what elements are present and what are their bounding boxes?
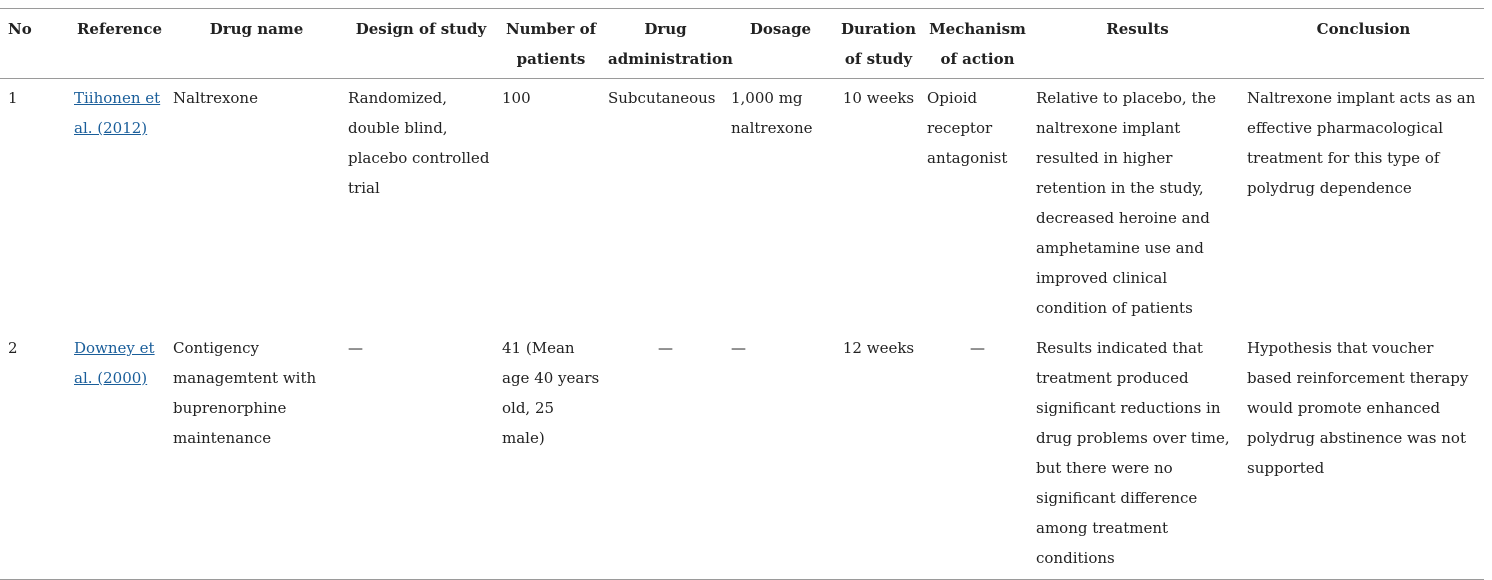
- reference-link[interactable]: Downey et al. (2000): [74, 339, 155, 387]
- cell-no: 2: [8, 339, 18, 357]
- header-admin-line1: Drug: [644, 20, 687, 38]
- header-patients-line1: Number of: [505, 20, 597, 38]
- header-patients-line2: patients: [516, 50, 586, 68]
- table-row: [0, 79, 1484, 330]
- cell-dosage: —: [731, 339, 746, 357]
- cell-conclusion: Naltrexone implant acts as an effective pharmacological treatment for this type of polydrug dependence: [1247, 89, 1476, 197]
- cell-mechanism: Opioid receptor antagonist: [927, 89, 1008, 167]
- reference-link[interactable]: Tiihonen et al. (2012): [74, 89, 161, 137]
- cell-reference: [70, 79, 169, 330]
- header-duration-line1: Duration: [840, 20, 917, 38]
- header-row: [0, 9, 1484, 79]
- header-administration: [604, 9, 733, 79]
- header-no: No: [8, 20, 32, 38]
- header-reference: Reference: [76, 20, 163, 38]
- cell-dosage: 1,000 mg naltrexone: [731, 89, 813, 137]
- cell-conclusion: Hypothesis that voucher based reinforcement therapy would promote enhanced polydrug abstinence was not supported: [1247, 339, 1469, 477]
- cell-results: Results indicated that treatment produced significant reductions in drug problems over time, but there were no significant difference among treatment conditions: [1036, 339, 1230, 567]
- cell-duration: 10 weeks: [842, 89, 915, 107]
- table-header: [0, 9, 1484, 79]
- header-dosage: Dosage: [749, 20, 812, 38]
- cell-drug-name: Naltrexone: [173, 89, 258, 107]
- cell-mechanism: —: [970, 339, 985, 357]
- table-body: [0, 79, 1484, 580]
- cell-no: 1: [8, 89, 18, 107]
- header-drug-name: Drug name: [209, 20, 304, 38]
- cell-duration: 12 weeks: [842, 339, 915, 357]
- header-mechanism: [923, 9, 1032, 79]
- cell-design: Randomized, double blind, placebo controlled trial: [348, 89, 490, 197]
- study-table: [0, 8, 1484, 580]
- table-row: [0, 329, 1484, 580]
- cell-patients: 41 (Mean age 40 years old, 25 male): [502, 339, 600, 447]
- header-duration: [834, 9, 923, 79]
- header-design: Design of study: [355, 20, 487, 38]
- header-patients: [498, 9, 604, 79]
- cell-drug-name: Contigency managemtent with buprenorphine maintenance: [173, 339, 317, 447]
- cell-design: —: [348, 339, 363, 357]
- cell-patients: 100: [502, 89, 531, 107]
- header-mechanism-line2: of action: [940, 50, 1015, 68]
- cell-administration: Subcutaneous: [608, 89, 716, 107]
- header-results: Results: [1106, 20, 1169, 38]
- header-admin-line2: administration: [608, 50, 733, 68]
- header-duration-line2: of study: [844, 50, 913, 68]
- cell-reference: [70, 329, 169, 580]
- cell-results: Relative to placebo, the naltrexone implant resulted in higher retention in the study, decreased heroine and amphetamine use and improved clinical condition of patients: [1036, 89, 1217, 317]
- header-conclusion: Conclusion: [1316, 20, 1411, 38]
- header-mechanism-line1: Mechanism: [929, 20, 1026, 38]
- cell-administration: —: [658, 339, 673, 357]
